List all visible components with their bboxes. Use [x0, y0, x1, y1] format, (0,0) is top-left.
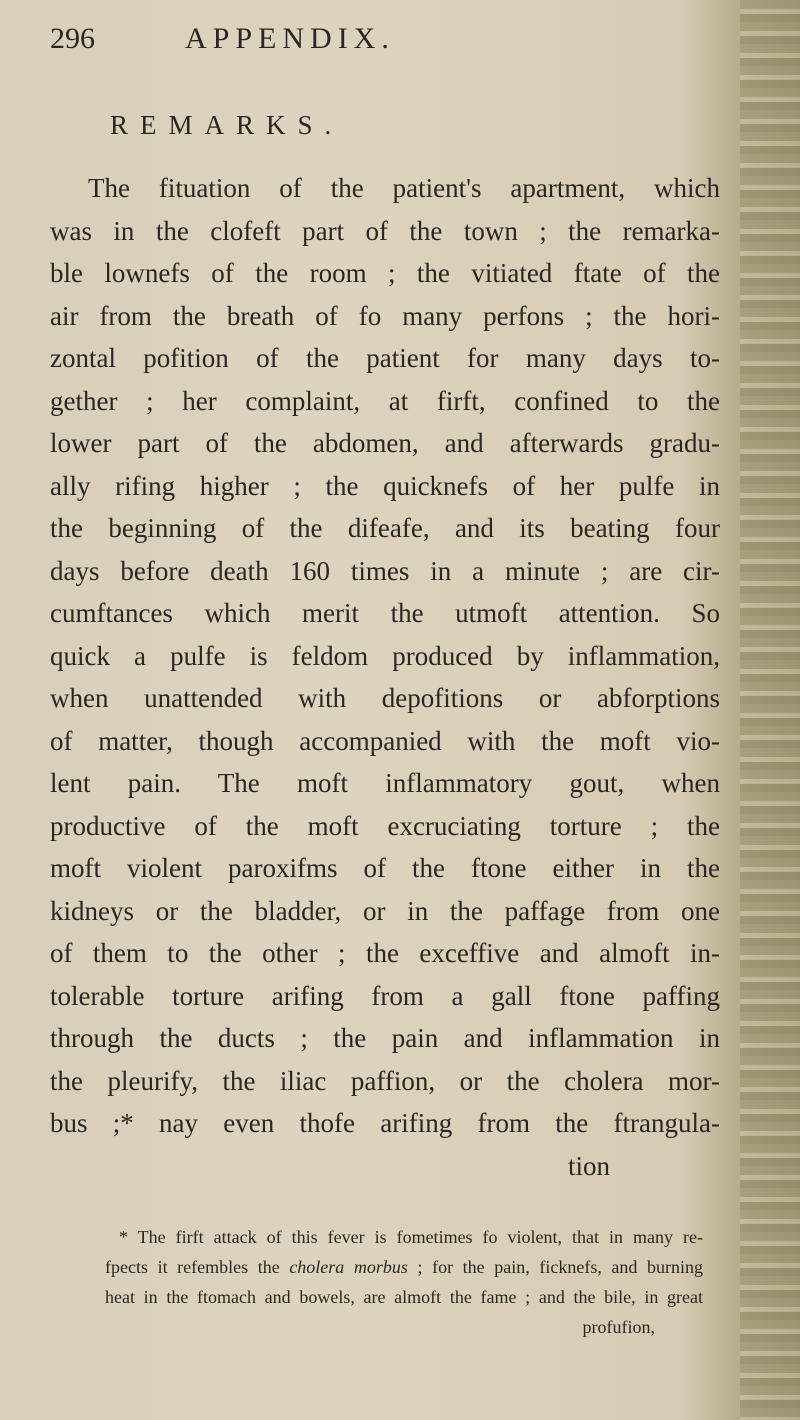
- catchword: tion: [567, 1150, 610, 1181]
- body-line: ble lownefs of the room ; the vitiated ftate of the: [50, 258, 720, 288]
- body-line: was in the clofeft part of the town ; the remarka-: [50, 215, 720, 246]
- footnote-italic-text: cholera morbus: [289, 1257, 408, 1277]
- body-line: productive of the moft excruciating torture ; the: [50, 810, 720, 841]
- footnote-catchword: profufion,: [582, 1317, 655, 1337]
- body-line: ally rifing higher ; the quicknefs of her pulfe in: [50, 470, 720, 501]
- body-line: kidneys or the bladder, or in the paffage from one: [50, 895, 720, 926]
- footnote-text: ; for the pain, ficknefs, and burning: [407, 1257, 703, 1277]
- body-line: of them to the other ; the exceffive and almoft in-: [50, 938, 720, 968]
- footnote-text: fpects it refembles the: [105, 1257, 290, 1277]
- body-line: when unattended with depofitions or abforptions: [50, 683, 720, 713]
- body-line: tolerable torture arifing from a gall ftone paffing: [50, 980, 720, 1011]
- body-line: cumftances which merit the utmoft attention. So: [50, 598, 720, 628]
- body-line: The fituation of the patient's apartment, which: [88, 173, 720, 203]
- body-line: bus ;* nay even thofe arifing from the ftrangula-: [50, 1108, 720, 1138]
- page-number: 296: [50, 22, 95, 55]
- body-line: zontal pofition of the patient for many days to-: [50, 343, 720, 373]
- footnote-line: heat in the ftomach and bowels, are almoft the fame ; and the bile, in great: [105, 1287, 703, 1307]
- body-line: air from the breath of fo many perfons ; the hori-: [50, 300, 720, 331]
- footnote: [105, 1222, 703, 1342]
- body-line: quick a pulfe is feldom produced by inflammation,: [50, 640, 720, 671]
- body-line: days before death 160 times in a minute ; are cir-: [50, 555, 720, 586]
- body-line: lent pain. The moft inflammatory gout, when: [50, 768, 720, 798]
- footnote-line: * The firft attack of this fever is fometimes fo violent, that in many re-: [119, 1227, 703, 1247]
- body-line: through the ducts ; the pain and inflammation in: [50, 1023, 720, 1053]
- body-line: the beginning of the difeafe, and its beating four: [50, 513, 720, 543]
- section-heading: REMARKS.: [110, 110, 344, 140]
- body-line: lower part of the abdomen, and afterwards gradu-: [50, 428, 720, 458]
- footnote-line: [105, 1252, 703, 1282]
- body-line: the pleurify, the iliac paffion, or the cholera mor-: [50, 1065, 720, 1096]
- body-line: of matter, though accompanied with the moft vio-: [50, 725, 720, 756]
- page-edge: [740, 0, 800, 1420]
- running-title: APPENDIX.: [185, 22, 395, 55]
- running-header: [50, 22, 550, 62]
- body-line: moft violent paroxifms of the ftone either in the: [50, 853, 720, 883]
- body-text: [50, 167, 720, 1187]
- body-line: gether ; her complaint, at firft, confined to the: [50, 385, 720, 416]
